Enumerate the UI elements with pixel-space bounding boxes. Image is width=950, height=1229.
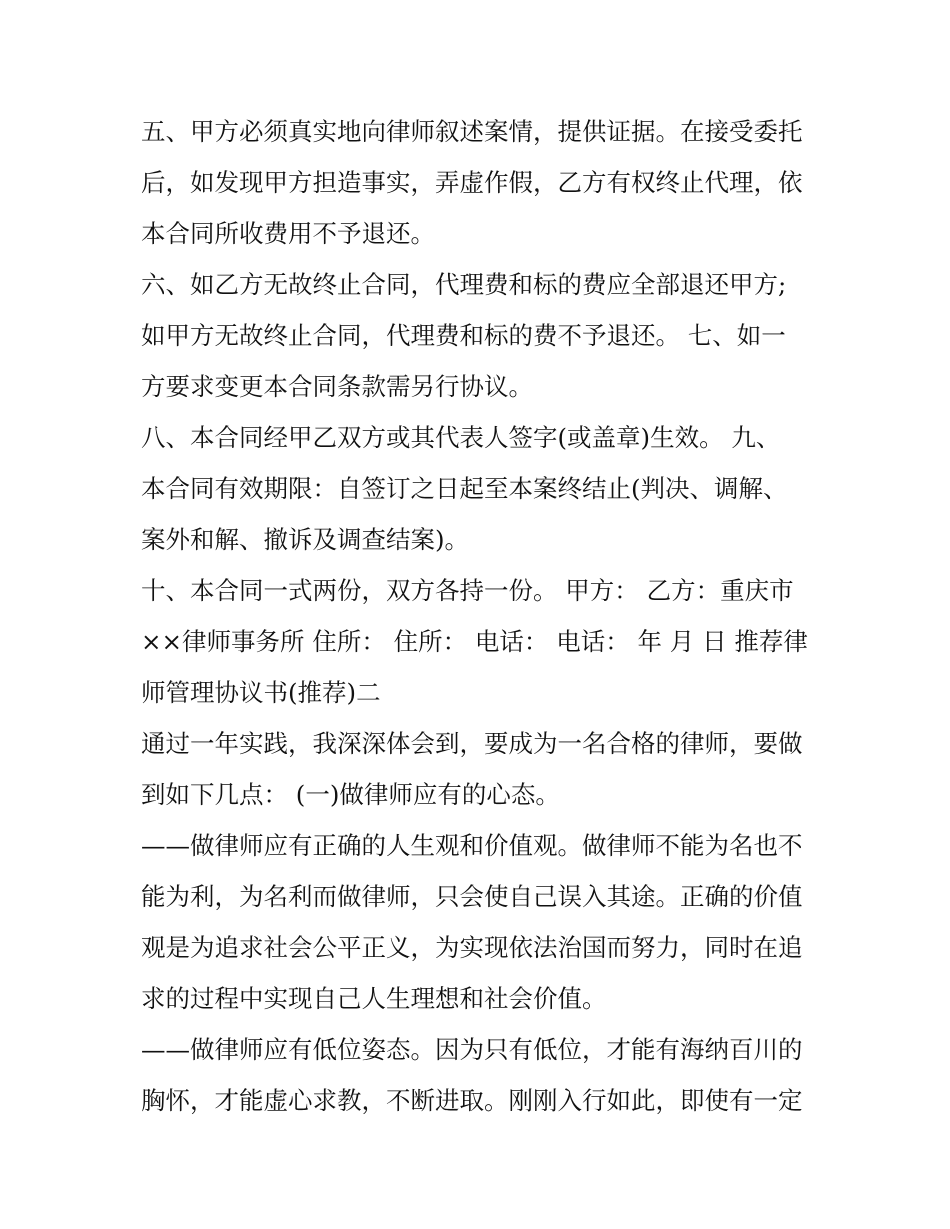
document-body (141, 106, 821, 1126)
text-line-5: 如甲方无故终止合同，代理费和标的费不予退还。 七、如一 (141, 321, 786, 350)
text-line-4: 六、如乙方无故终止合同，代理费和标的费应全部退还甲方; (141, 270, 787, 299)
text-line-2: 后，如发现甲方担造事实，弄虚作假，乙方有权终止代理，依 (141, 168, 803, 197)
text-line-16: 能为利，为名利而做律师，只会使自己误入其途。正确的价值 (141, 882, 803, 911)
text-line-6: 方要求变更本合同条款需另行协议。 (141, 372, 533, 401)
text-line-17: 观是为追求社会公平正义，为实现依法治国而努力，同时在追 (141, 933, 803, 962)
text-line-18: 求的过程中实现自己人生理想和社会价值。 (141, 984, 607, 1013)
text-line-13: 通过一年实践，我深深体会到，要成为一名合格的律师，要做 (141, 729, 803, 758)
text-line-15: ——做律师应有正确的人生观和价值观。做律师不能为名也不 (141, 831, 803, 860)
text-line-3: 本合同所收费用不予退还。 (141, 219, 435, 248)
text-line-11: ××律师事务所 住所： 住所： 电话： 电话： 年 月 日 推荐律 (141, 627, 808, 656)
text-line-12: 师管理协议书(推荐)二 (141, 678, 381, 707)
text-line-9: 案外和解、撤诉及调查结案)。 (141, 525, 470, 554)
text-line-7: 八、本合同经甲乙双方或其代表人签字(或盖章)生效。 九、 (141, 423, 781, 452)
text-line-10: 十、本合同一式两份，双方各持一份。 甲方： 乙方：重庆市 (141, 576, 794, 605)
text-line-1: 五、甲方必须真实地向律师叙述案情，提供证据。在接受委托 (141, 117, 803, 146)
text-line-14: 到如下几点： (一)做律师应有的心态。 (141, 780, 560, 809)
text-line-19: ——做律师应有低位姿态。因为只有低位，才能有海纳百川的 (141, 1035, 803, 1064)
text-line-20: 胸怀，才能虚心求教，不断进取。刚刚入行如此，即使有一定 (141, 1086, 803, 1115)
text-line-8: 本合同有效期限：自签订之日起至本案终结止(判决、调解、 (141, 474, 788, 503)
